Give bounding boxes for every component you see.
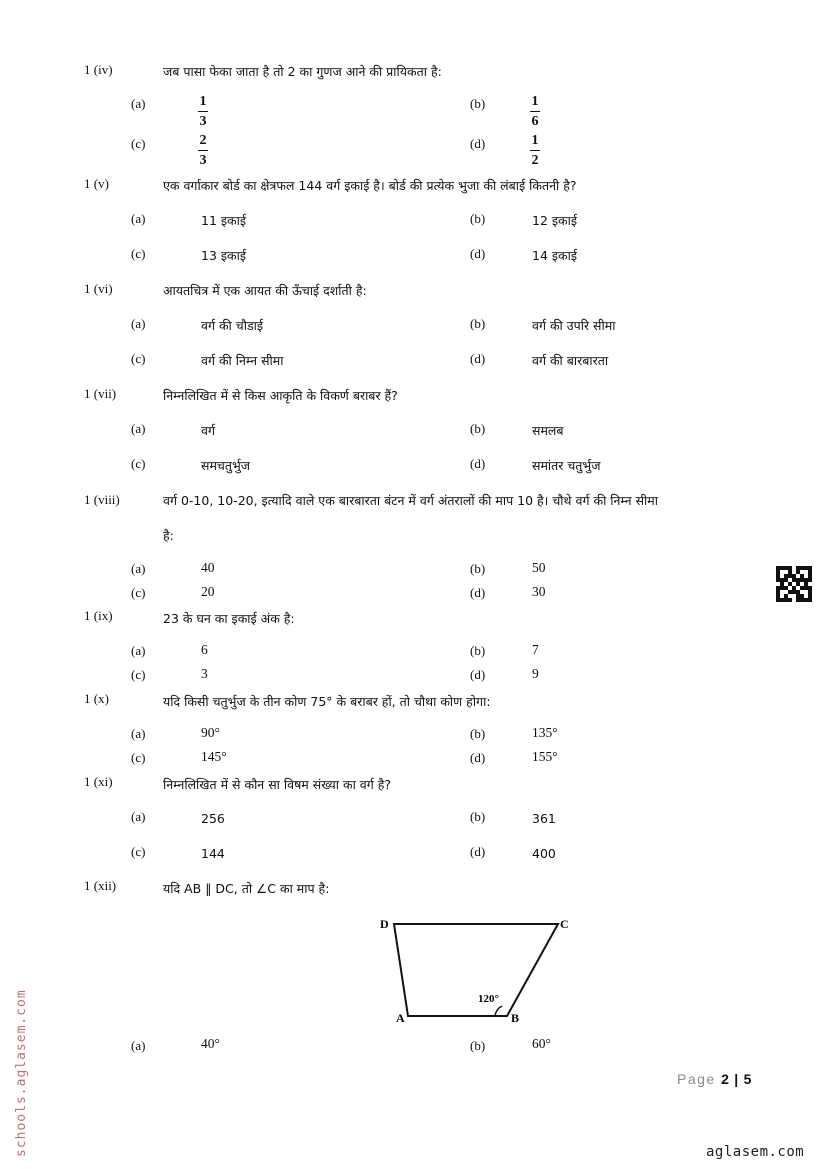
qr-code: [776, 566, 812, 602]
option-value: 30: [532, 584, 546, 599]
option-label: (b): [470, 1038, 486, 1053]
option-label: (c): [131, 667, 146, 682]
option-value: 256: [201, 811, 225, 826]
option-value: 50: [532, 560, 546, 575]
numerator: 1: [531, 94, 539, 109]
question-number: 1 (ix): [84, 608, 113, 623]
option-value: समलब: [532, 423, 564, 438]
question-text: यदि किसी चतुर्भुज के तीन कोण 75° के बराबर हों, तो चौथा कोण होगा:: [163, 694, 491, 709]
option-label: (a): [131, 421, 146, 436]
option-fraction: [198, 94, 208, 129]
option-label: (d): [470, 136, 486, 151]
bottom-watermark: aglasem.com: [706, 1144, 805, 1160]
option-value: 12 इकाई: [532, 213, 577, 228]
angle-label: 120°: [478, 993, 499, 1005]
option-value: वर्ग की निम्न सीमा: [201, 353, 284, 368]
vertex-label-c: C: [560, 917, 569, 931]
fraction-bar: [198, 111, 208, 112]
option-label: (b): [470, 316, 486, 331]
option-label: (c): [131, 750, 146, 765]
option-value: 9: [532, 666, 539, 681]
option-label: (c): [131, 585, 146, 600]
option-label: (d): [470, 844, 486, 859]
option-label: (a): [131, 1038, 146, 1053]
option-value: 361: [532, 811, 556, 826]
option-value: 135°: [532, 725, 558, 740]
page-separator: |: [734, 1071, 739, 1087]
vertex-label-d: D: [380, 917, 389, 931]
option-label: (a): [131, 96, 146, 111]
option-label: (a): [131, 643, 146, 658]
qr-module: [808, 598, 812, 602]
fraction-bar: [198, 150, 208, 151]
trapezium-figure: [370, 910, 580, 1030]
option-value: 400: [532, 846, 556, 861]
trapezium-shape: [394, 924, 558, 1016]
question-number: 1 (xii): [84, 878, 117, 893]
option-label: (a): [131, 561, 146, 576]
question-text: जब पासा फेका जाता है तो 2 का गुणज आने की प्रायिकता है:: [163, 64, 442, 79]
option-label: (b): [470, 421, 486, 436]
option-value: 11 इकाई: [201, 213, 246, 228]
page-current: 2: [721, 1071, 729, 1087]
option-value: समांतर चतुर्भुज: [532, 458, 601, 473]
question-text: यदि AB ‖ DC, तो ∠C का माप है:: [163, 881, 330, 896]
option-value: 13 इकाई: [201, 248, 246, 263]
option-value: वर्ग की चौडाई: [201, 318, 264, 333]
vertex-label-b: B: [511, 1011, 520, 1025]
question-number: 1 (iv): [84, 62, 113, 77]
option-label: (d): [470, 667, 486, 682]
question-number: 1 (vi): [84, 281, 113, 296]
option-value: 90°: [201, 725, 220, 740]
denominator: 6: [531, 114, 539, 130]
option-label: (a): [131, 809, 146, 824]
numerator: 1: [199, 94, 207, 109]
option-value: 6: [201, 642, 208, 657]
option-value: 155°: [532, 749, 558, 764]
angle-arc: [495, 1006, 502, 1016]
option-value: वर्ग की उपरि सीमा: [532, 318, 616, 333]
option-label: (b): [470, 643, 486, 658]
option-label: (c): [131, 246, 146, 261]
question-text-continued: है:: [163, 528, 174, 543]
option-value: 3: [201, 666, 208, 681]
question-number: 1 (xi): [84, 774, 113, 789]
option-value: 144: [201, 846, 225, 861]
option-label: (d): [470, 750, 486, 765]
side-watermark: schools.aglasem.com: [14, 989, 29, 1157]
question-number: 1 (vii): [84, 386, 117, 401]
question-number: 1 (x): [84, 691, 109, 706]
option-label: (c): [131, 136, 146, 151]
option-fraction: [530, 133, 540, 168]
numerator: 2: [199, 133, 207, 148]
page-total: 5: [743, 1071, 752, 1087]
page-word: Page: [677, 1071, 716, 1087]
option-value: वर्ग: [201, 423, 215, 438]
question-text: 23 के घन का इकाई अंक है:: [163, 611, 295, 626]
fraction-bar: [530, 111, 540, 112]
option-label: (d): [470, 246, 486, 261]
option-label: (c): [131, 351, 146, 366]
fraction-bar: [530, 150, 540, 151]
option-label: (b): [470, 96, 486, 111]
denominator: 3: [199, 114, 207, 130]
numerator: 1: [531, 133, 539, 148]
option-label: (a): [131, 316, 146, 331]
page-number: [677, 1071, 751, 1087]
question-number: 1 (viii): [84, 492, 120, 507]
option-value: 14 इकाई: [532, 248, 577, 263]
option-label: (d): [470, 456, 486, 471]
option-value: 40°: [201, 1036, 220, 1051]
option-label: (b): [470, 211, 486, 226]
denominator: 2: [531, 153, 539, 169]
option-label: (a): [131, 726, 146, 741]
vertex-label-a: A: [396, 1011, 405, 1025]
question-text: निम्नलिखित में से कौन सा विषम संख्या का वर्ग है?: [163, 777, 392, 792]
option-value: वर्ग की बारबारता: [532, 353, 609, 368]
option-fraction: [530, 94, 540, 129]
question-text: एक वर्गाकार बोर्ड का क्षेत्रफल 144 वर्ग इकाई है। बोर्ड की प्रत्येक भुजा की लंबाई कितनी है?: [163, 178, 577, 193]
option-value: समचतुर्भुज: [201, 458, 251, 473]
option-value: 145°: [201, 749, 227, 764]
option-label: (d): [470, 351, 486, 366]
option-fraction: [198, 133, 208, 168]
option-label: (c): [131, 844, 146, 859]
question-text: आयतचित्र में एक आयत की ऊँचाई दर्शाती है:: [163, 283, 367, 298]
denominator: 3: [199, 153, 207, 169]
question-text: निम्नलिखित में से किस आकृति के विकर्ण बराबर हैं?: [163, 388, 398, 403]
option-label: (c): [131, 456, 146, 471]
option-label: (b): [470, 561, 486, 576]
option-label: (a): [131, 211, 146, 226]
option-value: 40: [201, 560, 215, 575]
option-value: 60°: [532, 1036, 551, 1051]
option-value: 20: [201, 584, 215, 599]
question-number: 1 (v): [84, 176, 109, 191]
option-label: (d): [470, 585, 486, 600]
option-label: (b): [470, 726, 486, 741]
option-value: 7: [532, 642, 539, 657]
question-text: वर्ग 0-10, 10-20, इत्यादि वाले एक बारबारता बंटन में वर्ग अंतरालों की माप 10 है। चौथे वर्ग की निम्न सीमा: [163, 493, 658, 508]
option-label: (b): [470, 809, 486, 824]
